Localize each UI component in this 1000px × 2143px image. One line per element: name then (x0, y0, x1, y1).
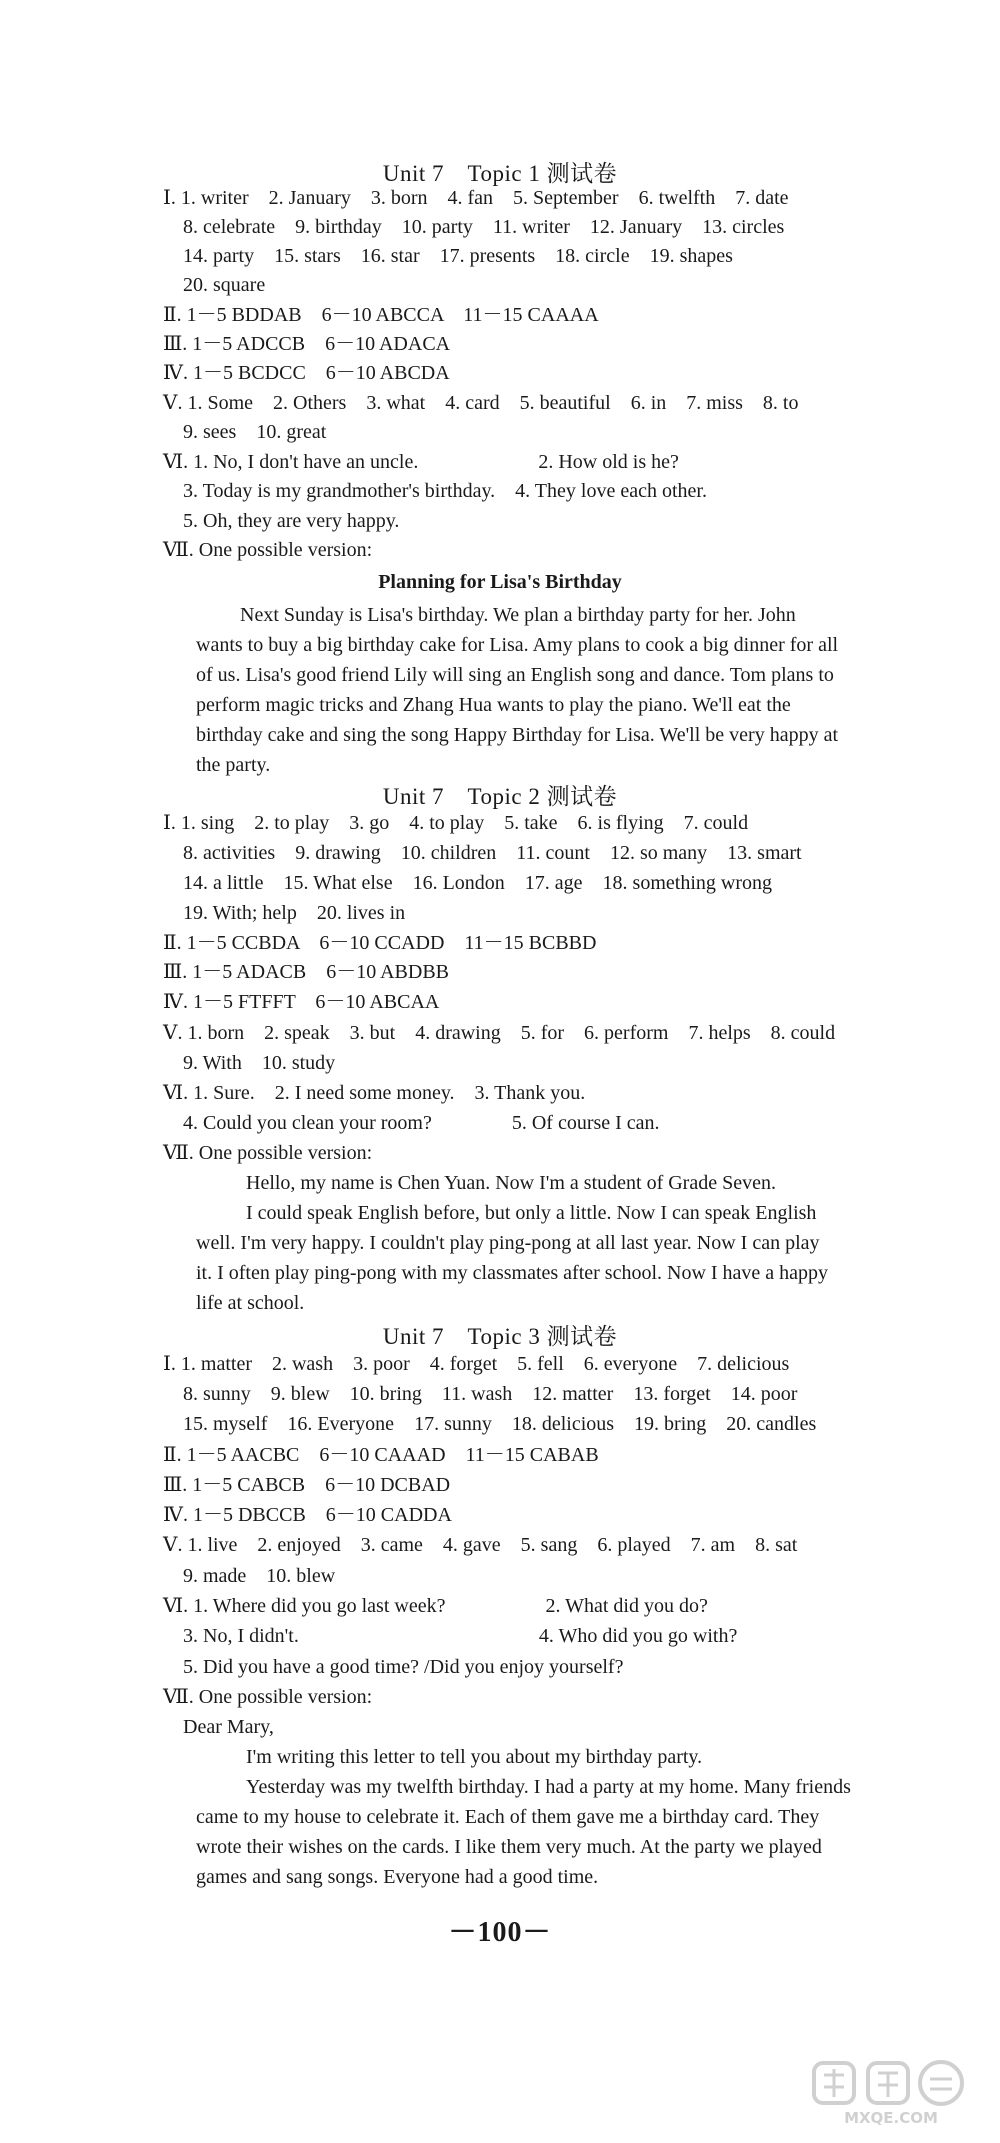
essay-line: the party. (196, 754, 271, 776)
answer-line: Ⅱ. 1－5 BDDAB 6－10 ABCCA 11－15 CAAAA (163, 304, 599, 326)
essay-line: wants to buy a big birthday cake for Lisa. Amy plans to cook a big dinner for all (196, 634, 839, 656)
answer-line: 3. Today is my grandmother's birthday. 4. They love each other. (163, 480, 707, 502)
answer-line: Ⅲ. 1－5 ADCCB 6－10 ADACA (163, 333, 451, 355)
answer-line: Ⅰ. 1. sing 2. to play 3. go 4. to play 5. take 6. is flying 7. could (163, 812, 749, 834)
watermark-icon (806, 2057, 976, 2109)
section-1-title: Unit 7 Topic 1 测试卷 (382, 161, 618, 186)
essay-line: Hello, my name is Chen Yuan. Now I'm a student of Grade Seven. (246, 1172, 776, 1194)
section-2-title: Unit 7 Topic 2 测试卷 (382, 784, 618, 809)
answer-line: 14. party 15. stars 16. star 17. presents 18. circle 19. shapes (163, 245, 733, 267)
essay-line: wrote their wishes on the cards. I like them very much. At the party we played (196, 1836, 822, 1858)
answer-line: Ⅵ. 1. Where did you go last week? 2. What did you do? (163, 1595, 708, 1617)
answer-line: Ⅶ. One possible version: (163, 1686, 373, 1708)
answer-line: Ⅶ. One possible version: (163, 539, 373, 561)
answer-line: Ⅴ. 1. born 2. speak 3. but 4. drawing 5. for 6. perform 7. helps 8. could (163, 1022, 836, 1044)
answer-line: Ⅳ. 1－5 FTFFT 6－10 ABCAA (163, 991, 440, 1013)
answer-line: Ⅲ. 1－5 CABCB 6－10 DCBAD (163, 1474, 451, 1496)
answer-line: 20. square (163, 274, 266, 296)
answer-line: 5. Oh, they are very happy. (163, 510, 400, 532)
watermark-text: MXQE.COM (844, 2109, 938, 2127)
answer-line: 14. a little 15. What else 16. London 17. age 18. something wrong (163, 872, 772, 894)
answer-line: 9. sees 10. great (163, 421, 327, 443)
answer-line: 9. made 10. blew (163, 1565, 336, 1587)
essay-line: came to my house to celebrate it. Each of them gave me a birthday card. They (196, 1806, 820, 1828)
section-3-title: Unit 7 Topic 3 测试卷 (382, 1324, 618, 1349)
answer-line: Ⅰ. 1. matter 2. wash 3. poor 4. forget 5. fell 6. everyone 7. delicious (163, 1353, 790, 1375)
essay-line: birthday cake and sing the song Happy Birthday for Lisa. We'll be very happy at (196, 724, 839, 746)
watermark-logo (806, 2057, 976, 2127)
answer-line: Ⅱ. 1－5 CCBDA 6－10 CCADD 11－15 BCBBD (163, 932, 597, 954)
essay-line: games and sang songs. Everyone had a good time. (196, 1866, 599, 1888)
answer-line: Dear Mary, (163, 1716, 274, 1738)
answer-line: Ⅵ. 1. Sure. 2. I need some money. 3. Thank you. (163, 1082, 586, 1104)
answer-line: 8. sunny 9. blew 10. bring 11. wash 12. matter 13. forget 14. poor (163, 1383, 798, 1405)
answer-line: Ⅳ. 1－5 BCDCC 6－10 ABCDA (163, 362, 450, 384)
answer-line: Ⅱ. 1－5 AACBC 6－10 CAAAD 11－15 CABAB (163, 1444, 599, 1466)
answer-line: 8. activities 9. drawing 10. children 11. count 12. so many 13. smart (163, 842, 802, 864)
essay-line: I'm writing this letter to tell you about my birthday party. (246, 1746, 703, 1768)
essay-line: life at school. (196, 1292, 305, 1314)
page-number: －100－ (448, 1917, 552, 1948)
answer-line: Ⅴ. 1. live 2. enjoyed 3. came 4. gave 5. sang 6. played 7. am 8. sat (163, 1534, 798, 1556)
answer-line: 5. Did you have a good time? /Did you enjoy yourself? (163, 1656, 624, 1678)
answer-line: Ⅲ. 1－5 ADACB 6－10 ABDBB (163, 961, 449, 983)
essay-line: Yesterday was my twelfth birthday. I had a party at my home. Many friends (246, 1776, 851, 1798)
answer-line: 19. With; help 20. lives in (163, 902, 406, 924)
essay-line: well. I'm very happy. I couldn't play ping-pong at all last year. Now I can play (196, 1232, 820, 1254)
answer-line: Ⅴ. 1. Some 2. Others 3. what 4. card 5. beautiful 6. in 7. miss 8. to (163, 392, 799, 414)
answer-line: Ⅳ. 1－5 DBCCB 6－10 CADDA (163, 1504, 452, 1526)
essay-line: Next Sunday is Lisa's birthday. We plan a birthday party for her. John (240, 604, 796, 626)
answer-line: 9. With 10. study (163, 1052, 336, 1074)
essay-line: I could speak English before, but only a little. Now I can speak English (246, 1202, 817, 1224)
answer-line: 3. No, I didn't. 4. Who did you go with? (163, 1625, 738, 1647)
answer-line: Ⅰ. 1. writer 2. January 3. born 4. fan 5. September 6. twelfth 7. date (163, 187, 789, 209)
answer-line: Ⅶ. One possible version: (163, 1142, 373, 1164)
essay-line: perform magic tricks and Zhang Hua wants to play the piano. We'll eat the (196, 694, 791, 716)
answer-line: 8. celebrate 9. birthday 10. party 11. writer 12. January 13. circles (163, 216, 785, 238)
answer-line: 4. Could you clean your room? 5. Of course I can. (163, 1112, 660, 1134)
answer-line: Ⅵ. 1. No, I don't have an uncle. 2. How old is he? (163, 451, 679, 473)
essay-line: of us. Lisa's good friend Lily will sing an English song and dance. Tom plans to (196, 664, 834, 686)
answer-line: 15. myself 16. Everyone 17. sunny 18. delicious 19. bring 20. candles (163, 1413, 817, 1435)
essay-title: Planning for Lisa's Birthday (378, 571, 622, 593)
essay-line: it. I often play ping-pong with my classmates after school. Now I have a happy (196, 1262, 829, 1284)
